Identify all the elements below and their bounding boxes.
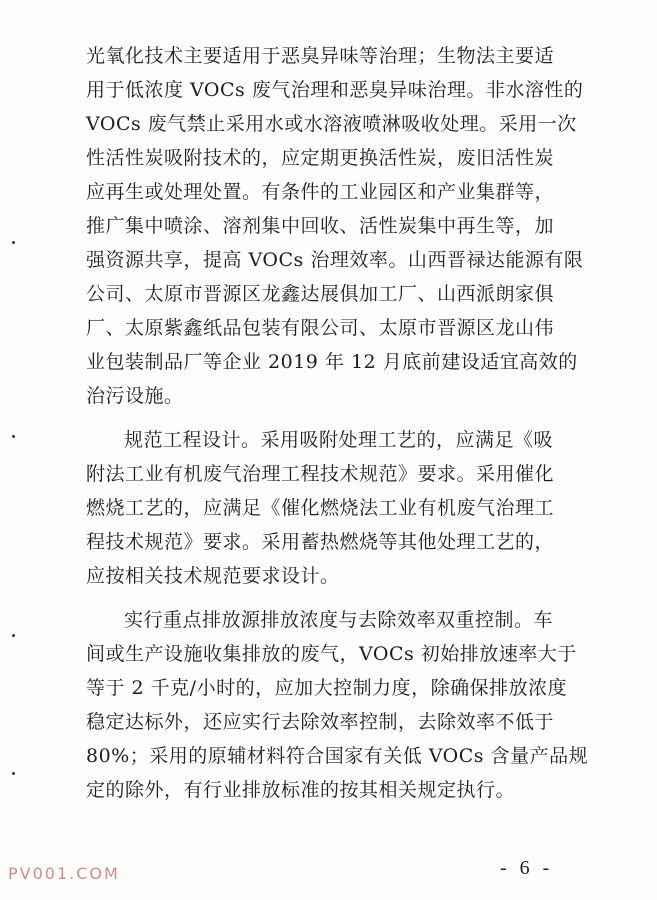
paragraph [86, 423, 586, 593]
paragraph [86, 39, 586, 413]
paragraph [86, 603, 589, 807]
margin-mark [12, 435, 15, 438]
text-line: 间或生产设施收集排放的废气，VOCs 初始排放速率大于 [86, 643, 577, 665]
text-line: 用于低浓度 VOCs 废气治理和恶臭异味治理。非水溶性的 [86, 79, 584, 101]
text-line: 强资源共享，提高 VOCs 治理效率。山西晋禄达能源有限 [86, 249, 584, 271]
text-line: 厂、太原紫鑫纸品包装有限公司、太原市晋源区龙山伟 [86, 317, 555, 339]
text-line: 应按相关技术规范要求设计。 [86, 565, 340, 587]
text-line: 光氧化技术主要适用于恶臭异味等治理；生物法主要适 [86, 45, 555, 67]
text-line: 程技术规范》要求。采用蓄热燃烧等其他处理工艺的， [86, 531, 555, 553]
watermark: PV001.COM [8, 864, 120, 883]
text-line: 等于 2 千克/小时的，应加大控制力度，除确保排放浓度 [86, 677, 568, 699]
text-line: 公司、太原市晋源区龙鑫达展俱加工厂、山西派朗家俱 [86, 283, 555, 305]
page-number: - 6 - [500, 857, 554, 879]
body-text [86, 39, 589, 807]
text-line: 性活性炭吸附技术的，应定期更换活性炭，废旧活性炭 [86, 147, 555, 169]
text-line: 业包装制品厂等企业 2019 年 12 月底前建设适宜高效的 [86, 351, 578, 373]
text-line: 治污设施。 [86, 385, 184, 407]
text-line: 稳定达标外，还应实行去除效率控制，去除效率不低于 [86, 711, 555, 733]
text-line: 规范工程设计。采用吸附处理工艺的，应满足《吸 [124, 429, 554, 451]
text-line: 实行重点排放源排放浓度与去除效率双重控制。车 [124, 609, 554, 631]
text-line: 附法工业有机废气治理工程技术规范》要求。采用催化 [86, 463, 555, 485]
margin-mark [12, 634, 15, 637]
margin-mark [12, 241, 15, 244]
text-line: 应再生或处理处置。有条件的工业园区和产业集群等， [86, 181, 555, 203]
text-line: VOCs 废气禁止采用水或水溶液喷淋吸收处理。采用一次 [86, 113, 577, 135]
margin-mark [12, 772, 15, 775]
text-line: 燃烧工艺的，应满足《催化燃烧法工业有机废气治理工 [86, 497, 555, 519]
text-line: 80%；采用的原辅材料符合国家有关低 VOCs 含量产品规 [86, 745, 589, 767]
text-line: 定的除外，有行业排放标准的按其相关规定执行。 [86, 779, 516, 801]
text-line: 推广集中喷涂、溶剂集中回收、活性炭集中再生等，加 [86, 215, 555, 237]
